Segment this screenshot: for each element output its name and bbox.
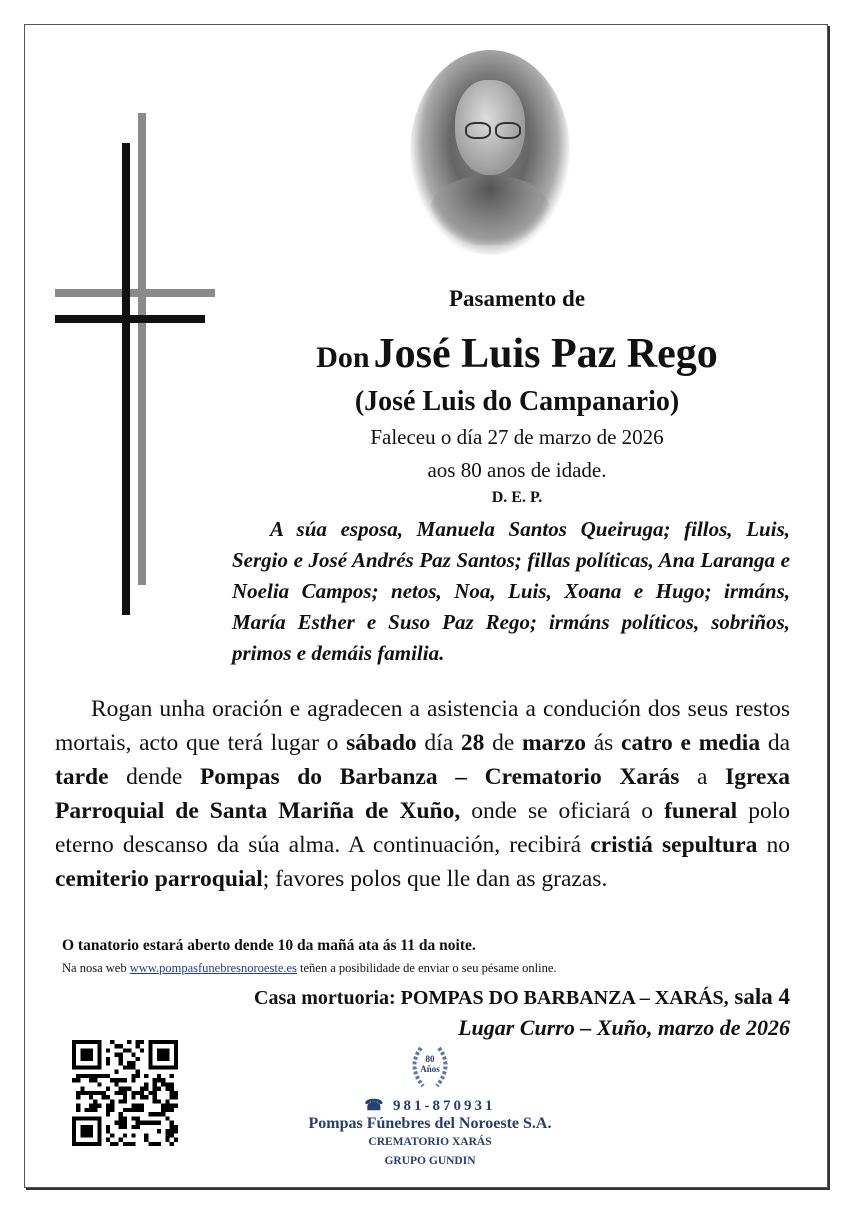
paragraph-segment: onde se oficiará o <box>460 798 665 824</box>
web-note-after: teñen a posibilidade de enviar o seu pésame online. <box>296 961 557 975</box>
anniversary-logo <box>403 1044 457 1090</box>
paragraph-segment: 28 <box>460 730 485 756</box>
website-link[interactable]: www.pompasfunebresnoroeste.es <box>129 961 297 975</box>
room: sala 4 <box>728 984 790 1009</box>
paragraph-segment: ás <box>585 730 622 756</box>
paragraph-segment: sábado <box>346 730 417 756</box>
logo-word: Años <box>420 1064 440 1074</box>
paragraph-segment: no <box>757 832 790 858</box>
name: José Luis Paz Rego <box>373 331 718 377</box>
telephone-icon: ☎ <box>364 1098 387 1114</box>
qr-code[interactable] <box>70 1040 180 1146</box>
paragraph-segment: funeral <box>664 798 738 824</box>
paragraph-segment: Rogan unha oración e agradecen a asistencia a condución dos seus restos mortais, acto que terá lugar o <box>55 696 790 756</box>
intro-heading: Pasamento de <box>448 286 586 311</box>
logo-number: 80 <box>425 1054 435 1064</box>
paragraph-segment: catro e media <box>621 730 761 756</box>
death-date: Faleceu o día 27 de marzo de 2026 <box>370 425 664 449</box>
paragraph-segment: Igrexa Parroquial de Santa Mariña de Xuño, <box>55 764 790 824</box>
paragraph-segment: da <box>760 730 790 756</box>
paragraph-segment: cristiá sepultura <box>590 832 758 858</box>
paragraph-segment: a <box>679 764 726 790</box>
nickname: (José Luis do Campanario) <box>354 386 680 417</box>
web-note-before: Na nosa web <box>62 961 130 975</box>
phone-number: 981-870931 <box>392 1098 496 1114</box>
funeral-home <box>254 984 790 1010</box>
ceremony-paragraph <box>55 692 790 896</box>
paragraph-segment: Pompas do Barbanza – Crematorio Xarás <box>199 764 680 790</box>
paragraph-segment: ; favores polos que lle dan as grazas. <box>262 866 608 892</box>
paragraph-segment: de <box>484 730 523 756</box>
portrait-photo <box>410 50 570 255</box>
paragraph-segment: cemiterio parroquial <box>55 866 263 892</box>
dep: D. E. P. <box>491 489 543 506</box>
deceased-name <box>200 330 834 378</box>
place-date: Lugar Curro – Xuño, marzo de 2026 <box>458 1015 790 1040</box>
age: aos 80 anos de idade. <box>427 458 607 482</box>
paragraph-segment: polo eterno descanso da súa alma. A continuación, recibirá <box>55 798 790 858</box>
paragraph-segment: dende <box>108 764 200 790</box>
funeral-home-label: Casa mortuoria: POMPAS DO BARBANZA – XARÁS, <box>254 987 729 1009</box>
family-paragraph: A súa esposa, Manuela Santos Queiruga; fillos, Luis, Sergio e José Andrés Paz Santos; fillas políticas, Ana Laranga e Noelia Campos; netos, Noa, Luis, Xoana e Hugo; irmáns, María Esther e Suso Paz Rego; irmáns políticos, sobriños, primos e demáis familia. <box>232 517 790 665</box>
web-note <box>62 961 557 976</box>
paragraph-segment: marzo <box>522 730 586 756</box>
crematorio: CREMATORIO XARÁS <box>368 1136 492 1148</box>
company-name: Pompas Fúnebres del Noroeste S.A. <box>308 1115 552 1132</box>
phone <box>280 1096 580 1115</box>
paragraph-segment: tarde <box>55 764 109 790</box>
honorific: Don <box>316 341 370 374</box>
tanatorio-hours: O tanatorio estará aberto dende 10 da mañá ata ás 11 da noite. <box>62 937 476 954</box>
paragraph-segment: día <box>416 730 461 756</box>
group: GRUPO GUNDIN <box>384 1155 476 1167</box>
